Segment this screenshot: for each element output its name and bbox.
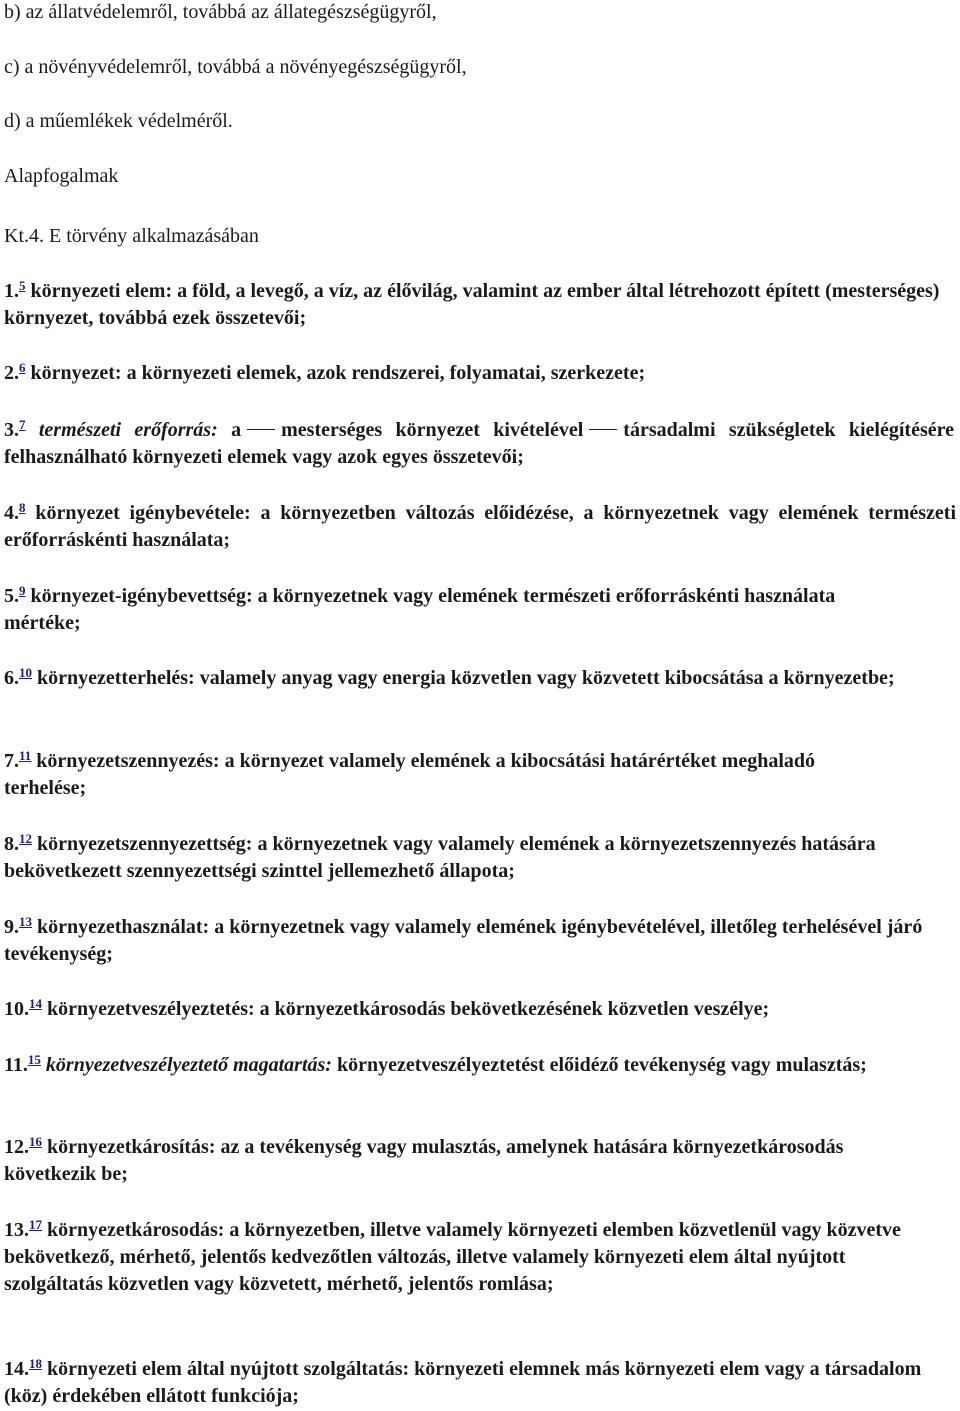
definition-number: 14. xyxy=(4,1358,29,1380)
definition-term: környezetveszélyeztető magatartás: xyxy=(45,1054,332,1076)
footnote-link[interactable]: 13 xyxy=(19,914,32,929)
footnote-link[interactable]: 11 xyxy=(19,748,32,763)
definition-text: környezetveszélyeztetést előidéző tevékenység vagy mulasztás; xyxy=(336,1054,867,1076)
footnote-link[interactable]: 12 xyxy=(19,831,32,846)
definition-number: 4. xyxy=(4,502,19,524)
section-intro: Kt.4. E törvény alkalmazásában xyxy=(4,225,259,247)
definition-number: 13. xyxy=(4,1219,29,1241)
definition-10 xyxy=(4,996,954,1023)
footnote-link[interactable]: 8 xyxy=(19,500,26,515)
definition-number: 6. xyxy=(4,667,19,689)
footnote-link[interactable]: 17 xyxy=(29,1217,42,1232)
definition-8 xyxy=(4,831,954,885)
section-heading: Alapfogalmak xyxy=(4,165,119,187)
definition-number: 5. xyxy=(4,585,19,607)
definition-text: környezetterhelés: valamely anyag vagy energia közvetlen vagy közvetett kibocsátása a környezetbe; xyxy=(37,667,895,689)
definition-text: környezeti elem: a föld, a levegő, a víz, az élővilág, valamint az ember által létrehozott épített (mesterséges) környezet, továbbá ezek összetevői; xyxy=(4,280,940,329)
definition-text: környezeti elem által nyújtott szolgáltatás: környezeti elemnek más környezeti elem vagy a társadalom (köz) érdekében ellátott funkciója; xyxy=(4,1358,922,1407)
list-item-d: d) a műemlékek védelméről. xyxy=(4,110,233,132)
definition-number: 9. xyxy=(4,916,19,938)
definition-number: 1. xyxy=(4,280,19,302)
definition-text-c: társadalmi szükségletek kielégítésére felhasználható környezeti elemek vagy azok egyes összetevői; xyxy=(4,419,955,468)
definition-text: környezetszennyezés: a környezet valamely elemének a kibocsátási határértéket meghaladó terhelése; xyxy=(4,750,816,799)
footnote-link[interactable]: 9 xyxy=(19,583,26,598)
definition-9 xyxy=(4,914,934,968)
definition-text: környezethasználat: a környezetnek vagy valamely elemének igénybevételével, illetőleg terhelésével járó tevékenység; xyxy=(4,916,923,965)
definition-11 xyxy=(4,1052,934,1079)
footnote-link[interactable]: 7 xyxy=(19,417,26,432)
definition-6 xyxy=(4,665,934,692)
definition-3 xyxy=(4,417,954,471)
definition-4 xyxy=(4,500,956,554)
definition-number: 8. xyxy=(4,833,19,855)
definition-text: környezetkárosítás: az a tevékenység vagy mulasztás, amelynek hatására környezetkárosodás következik be; xyxy=(4,1136,844,1185)
definition-text: környezet igénybevétele: a környezetben változás előidézése, a környezetnek vagy elemének természeti erőforráskénti használata; xyxy=(4,502,957,551)
definition-text-b: mesterséges környezet kivételével xyxy=(281,419,584,441)
definition-number: 12. xyxy=(4,1136,29,1158)
definition-number: 7. xyxy=(4,750,19,772)
footnote-link[interactable]: 6 xyxy=(19,360,26,375)
definition-number: 2. xyxy=(4,362,19,384)
list-item-b: b) az állatvédelemről, továbbá az állategészségügyről, xyxy=(4,1,437,23)
footnote-link[interactable]: 15 xyxy=(27,1052,41,1067)
definition-5 xyxy=(4,583,884,637)
definition-text-a: a xyxy=(231,419,242,441)
definition-2 xyxy=(4,360,954,387)
definition-7 xyxy=(4,748,864,802)
footnote-link[interactable]: 18 xyxy=(29,1356,42,1371)
list-item-c: c) a növényvédelemről, továbbá a növényegészségügyről, xyxy=(4,56,467,78)
definition-1 xyxy=(4,278,954,332)
definition-text: környezet: a környezeti elemek, azok rendszerei, folyamatai, szerkezete; xyxy=(30,362,646,384)
definition-12 xyxy=(4,1134,864,1188)
definition-14 xyxy=(4,1356,959,1410)
footnote-link[interactable]: 5 xyxy=(19,278,26,293)
footnote-link[interactable]: 10 xyxy=(19,665,32,680)
definition-number: 3. xyxy=(4,419,19,441)
definition-number: 11. xyxy=(4,1054,28,1076)
definition-number: 10. xyxy=(4,998,29,1020)
definition-text: környezetszennyezettség: a környezetnek vagy valamely elemének a környezetszennyezés hatására bekövetkezett szennyezettségi szinttel jellemezhető állapota; xyxy=(4,833,876,882)
em-dash xyxy=(589,429,617,430)
definition-text: környezet-igénybevettség: a környezetnek vagy elemének természeti erőforráskénti használata mértéke; xyxy=(4,585,836,634)
em-dash xyxy=(247,429,275,430)
definition-term: természeti erőforrás: xyxy=(38,419,218,441)
definition-text: környezetkárosodás: a környezetben, illetve valamely környezeti elemben közvetlenül vagy közvetve bekövetkező, mérhető, jelentős kedvezőtlen változás, illetve valamely környezeti elem által nyújtott szolgáltatás közvetlen vagy közvetett, mérhető, jelentős romlása; xyxy=(4,1219,901,1295)
definition-13 xyxy=(4,1217,949,1298)
footnote-link[interactable]: 16 xyxy=(29,1134,42,1149)
definition-text: környezetveszélyeztetés: a környezetkárosodás bekövetkezésének közvetlen veszélye; xyxy=(47,998,770,1020)
footnote-link[interactable]: 14 xyxy=(29,996,42,1011)
